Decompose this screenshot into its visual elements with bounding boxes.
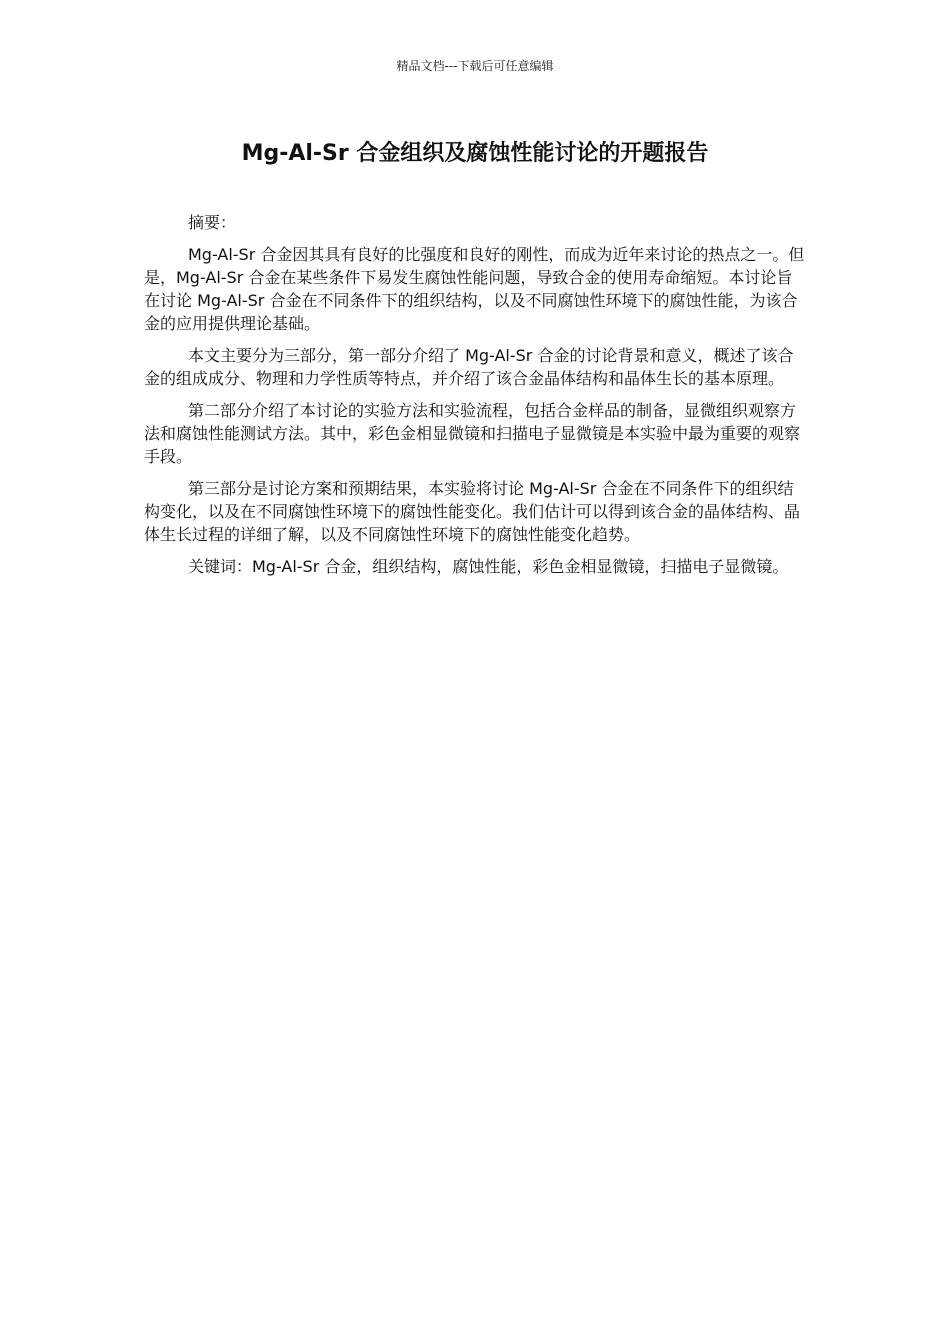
paragraph-intro: Mg-Al-Sr 合金因其具有良好的比强度和良好的刚性，而成为近年来讨论的热点之一。但是，Mg-Al-Sr 合金在某些条件下易发生腐蚀性能问题，导致合金的使用寿命缩短。本讨论旨在讨论 Mg-Al-Sr 合金在不同条件下的组织结构，以及不同腐蚀性环境下的腐蚀性能，为该合金的应用提供理论基础。: [144, 245, 805, 333]
document-title: Mg-Al-Sr 合金组织及腐蚀性能讨论的开题报告: [241, 141, 709, 166]
paragraph-part-two: 第二部分介绍了本讨论的实验方法和实验流程，包括合金样品的制备，显微组织观察方法和腐蚀性能测试方法。其中，彩色金相显微镜和扫描电子显微镜是本实验中最为重要的观察手段。: [144, 401, 801, 466]
document-body: [144, 211, 808, 587]
paragraph-part-one: 本文主要分为三部分，第一部分介绍了 Mg-Al-Sr 合金的讨论背景和意义，概述了该合金的组成成分、物理和力学性质等特点，并介绍了该合金晶体结构和晶体生长的基本原理。: [144, 346, 794, 388]
keywords-paragraph: 关键词：Mg-Al-Sr 合金，组织结构，腐蚀性能，彩色金相显微镜，扫描电子显微镜。: [188, 557, 789, 576]
abstract-label: 摘要：: [188, 213, 237, 232]
paragraph-part-three: 第三部分是讨论方案和预期结果，本实验将讨论 Mg-Al-Sr 合金在不同条件下的组织结构变化，以及在不同腐蚀性环境下的腐蚀性能变化。我们估计可以得到该合金的晶体结构、晶体生长过程的详细了解，以及不同腐蚀性环境下的腐蚀性能变化趋势。: [144, 479, 801, 544]
header-note: 精品文档---下载后可任意编辑: [396, 59, 554, 73]
